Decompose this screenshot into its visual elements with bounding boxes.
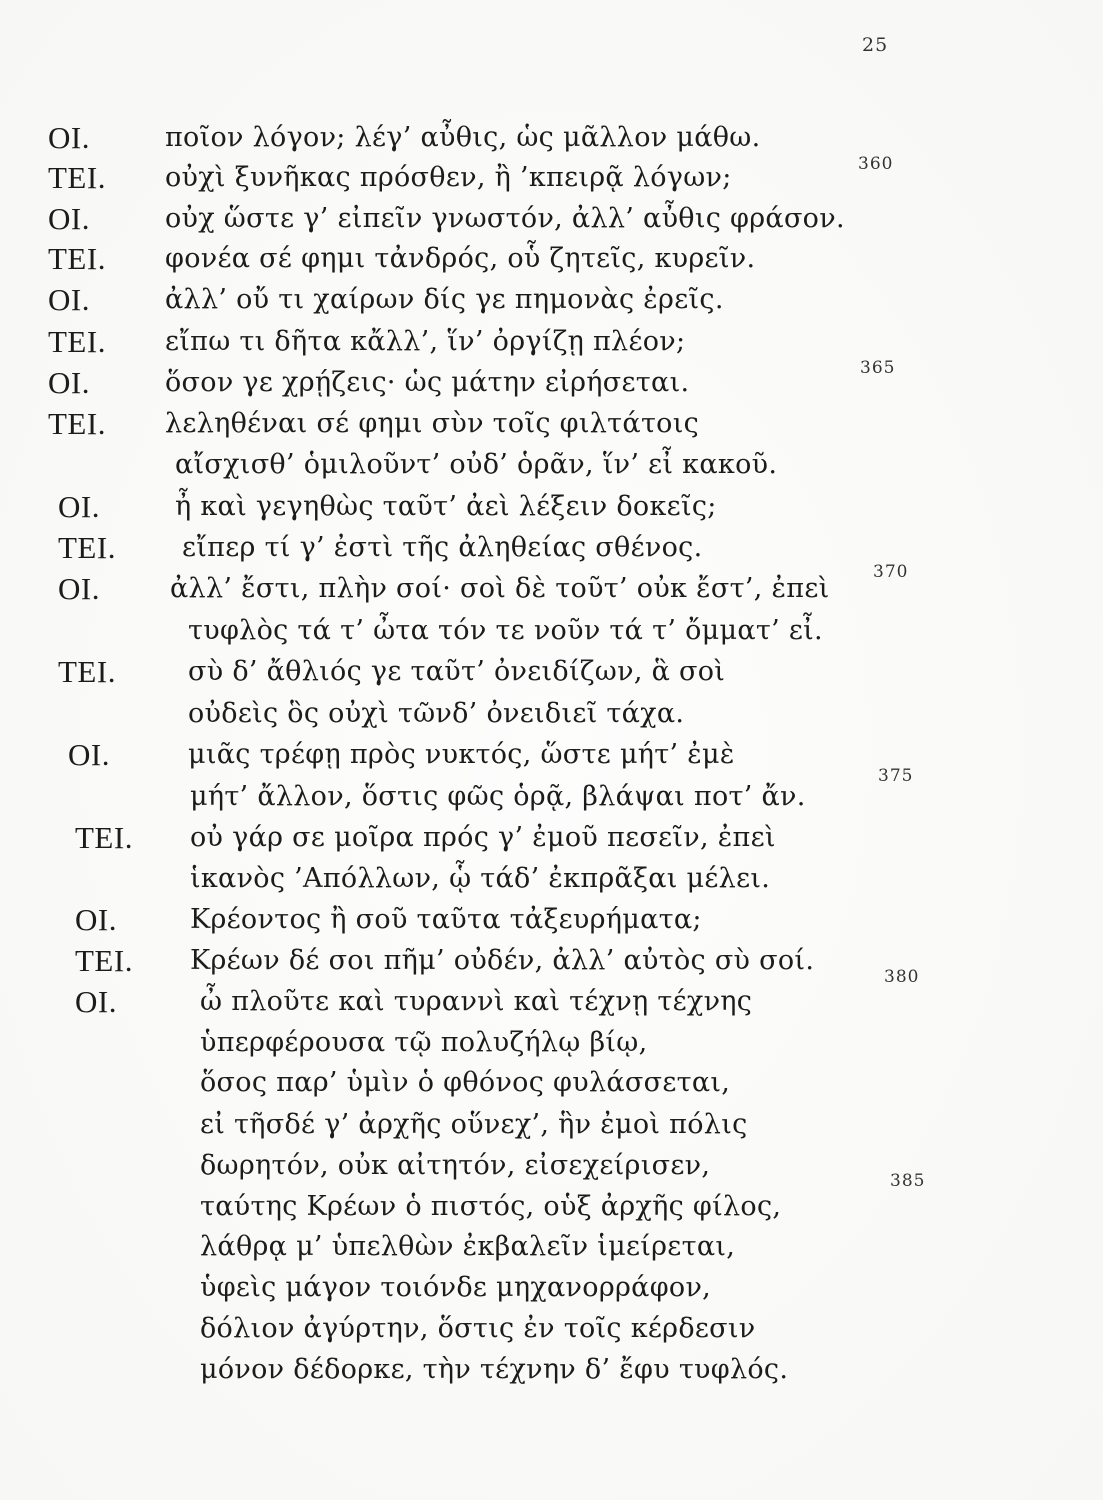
speaker-label: ΟΙ. bbox=[58, 489, 100, 524]
verse-text: ὦ πλοῦτε καὶ τυραννὶ καὶ τέχνῃ τέχνης bbox=[200, 986, 753, 1017]
verse-text: φονέα σέ φημι τἀνδρός, οὗ ζητεῖς, κυρεῖν. bbox=[165, 243, 756, 274]
speaker-label: ΤΕΙ. bbox=[58, 530, 116, 565]
verse-text: Κρέοντος ἢ σοῦ ταῦτα τἀξευρήματα; bbox=[190, 904, 702, 935]
line-number: 360 bbox=[858, 154, 894, 174]
verse-text: ἀλλ’ ἔστι, πλὴν σοί· σοὶ δὲ τοῦτ’ οὐκ ἔστ’, ἐπεὶ bbox=[170, 573, 830, 604]
verse-text: αἴσχισθ’ ὁμιλοῦντ’ οὐδ’ ὁρᾶν, ἵν’ εἶ κακοῦ. bbox=[175, 449, 778, 480]
speaker-label: ΟΙ. bbox=[75, 902, 117, 937]
verse-text: οὐχ ὥστε γ’ εἰπεῖν γνωστόν, ἀλλ’ αὖθις φράσον. bbox=[165, 203, 845, 234]
verse-text: δωρητόν, οὐκ αἰτητόν, εἰσεχείρισεν, bbox=[200, 1150, 711, 1181]
speaker-label: ΤΕΙ. bbox=[48, 406, 106, 441]
verse-text: μόνον δέδορκε, τὴν τέχνην δ’ ἔφυ τυφλός. bbox=[200, 1354, 789, 1385]
verse-text: μήτ’ ἄλλον, ὅστις φῶς ὁρᾷ, βλάψαι ποτ’ ἄν. bbox=[190, 781, 806, 812]
verse-text: ὑπερφέρουσα τῷ πολυζήλῳ βίῳ, bbox=[200, 1027, 648, 1058]
verse-text: ποῖον λόγον; λέγ’ αὖθις, ὡς μᾶλλον μάθω. bbox=[165, 122, 761, 153]
line-number: 380 bbox=[884, 967, 920, 987]
verse-text: ἀλλ’ οὔ τι χαίρων δίς γε πημονὰς ἐρεῖς. bbox=[165, 284, 724, 315]
verse-text: ὅσον γε χρῄζεις· ὡς μάτην εἰρήσεται. bbox=[165, 367, 690, 398]
verse-text: τυφλὸς τά τ’ ὦτα τόν τε νοῦν τά τ’ ὄμματ’ εἶ. bbox=[188, 615, 823, 646]
verse-text: εἴπερ τί γ’ ἐστὶ τῆς ἀληθείας σθένος. bbox=[182, 532, 703, 563]
verse-text: εἰ τῆσδέ γ’ ἀρχῆς οὕνεχ’, ἣν ἐμοὶ πόλις bbox=[200, 1109, 748, 1140]
verse-text: σὺ δ’ ἄθλιός γε ταῦτ’ ὀνειδίζων, ἃ σοὶ bbox=[188, 656, 726, 687]
speaker-label: ΤΕΙ. bbox=[75, 820, 133, 855]
line-number: 385 bbox=[890, 1171, 926, 1191]
speaker-label: ΤΕΙ. bbox=[48, 241, 106, 276]
speaker-label: ΟΙ. bbox=[48, 120, 90, 155]
speaker-label: ΤΕΙ. bbox=[75, 943, 133, 978]
speaker-label: ΟΙ. bbox=[58, 571, 100, 606]
verse-text: λεληθέναι σέ φημι σὺν τοῖς φιλτάτοις bbox=[165, 408, 700, 439]
speaker-label: ΤΕΙ. bbox=[48, 160, 106, 195]
verse-text: δόλιον ἀγύρτην, ὅστις ἐν τοῖς κέρδεσιν bbox=[200, 1313, 756, 1344]
verse-text: ἦ καὶ γεγηθὼς ταῦτ’ ἀεὶ λέξειν δοκεῖς; bbox=[175, 491, 717, 522]
verse-text: οὐχὶ ξυνῆκας πρόσθεν, ἢ ’κπειρᾷ λόγων; bbox=[165, 162, 732, 193]
verse-text: οὐδεὶς ὃς οὐχὶ τῶνδ’ ὀνειδιεῖ τάχα. bbox=[188, 698, 685, 729]
speaker-label: ΟΙ. bbox=[48, 201, 90, 236]
speaker-label: ΟΙ. bbox=[48, 282, 90, 317]
speaker-label: ΤΕΙ. bbox=[58, 654, 116, 689]
verse-text: εἴπω τι δῆτα κἄλλ’, ἵν’ ὀργίζῃ πλέον; bbox=[165, 326, 686, 357]
speaker-label: ΟΙ. bbox=[75, 984, 117, 1019]
verse-text: ὅσος παρ’ ὑμὶν ὁ φθόνος φυλάσσεται, bbox=[200, 1067, 731, 1098]
speaker-label: ΟΙ. bbox=[48, 365, 90, 400]
verse-text: ὑφεὶς μάγον τοιόνδε μηχανορράφον, bbox=[200, 1272, 712, 1303]
verse-text: μιᾶς τρέφῃ πρὸς νυκτός, ὥστε μήτ’ ἐμὲ bbox=[188, 739, 735, 770]
line-number: 365 bbox=[860, 358, 896, 378]
verse-text: Κρέων δέ σοι πῆμ’ οὐδέν, ἀλλ’ αὐτὸς σὺ σοί. bbox=[190, 945, 815, 976]
speaker-label: ΤΕΙ. bbox=[48, 324, 106, 359]
speaker-label: ΟΙ. bbox=[68, 737, 110, 772]
page-number: 25 bbox=[862, 34, 889, 56]
verse-text: ταύτης Κρέων ὁ πιστός, οὑξ ἀρχῆς φίλος, bbox=[200, 1191, 782, 1222]
line-number: 370 bbox=[873, 562, 909, 582]
verse-text: ἱκανὸς ’Απόλλων, ᾧ τάδ’ ἐκπρᾶξαι μέλει. bbox=[190, 863, 771, 894]
line-number: 375 bbox=[878, 766, 914, 786]
verse-text: λάθρᾳ μ’ ὑπελθὼν ἐκβαλεῖν ἱμείρεται, bbox=[200, 1231, 736, 1262]
verse-text: οὐ γάρ σε μοῖρα πρός γ’ ἐμοῦ πεσεῖν, ἐπεὶ bbox=[190, 822, 776, 853]
